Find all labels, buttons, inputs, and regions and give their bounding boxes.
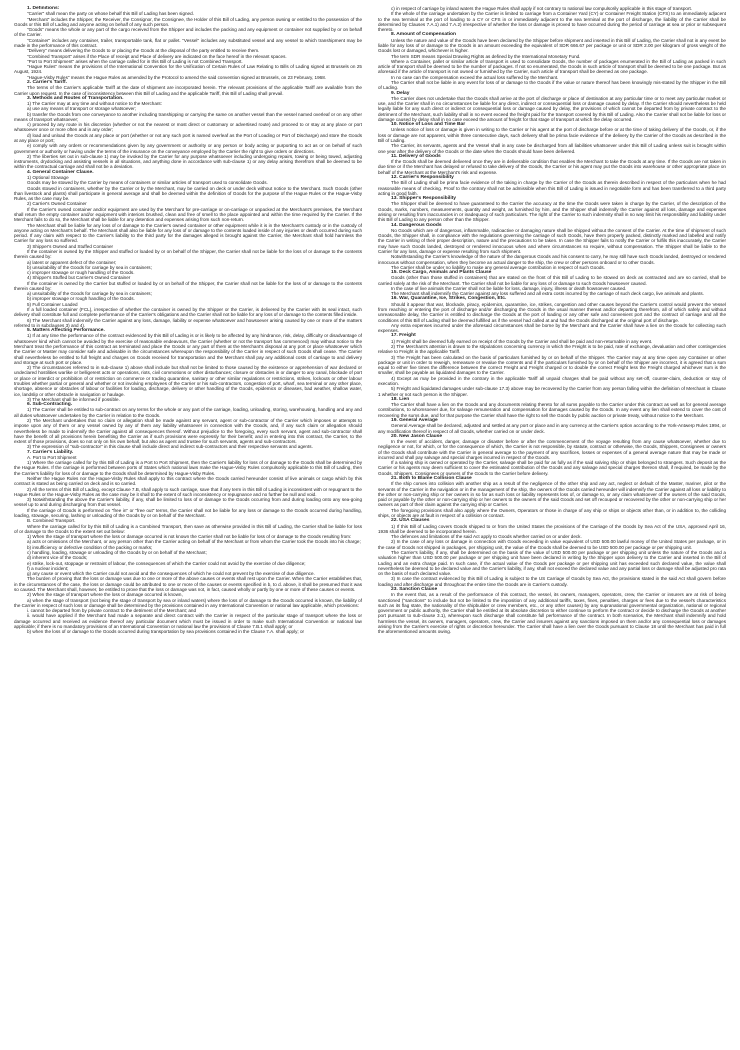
clause-paragraph: 2) The circumstances referred to in sub-clause 1) above shall include but shall not be limited to those caused by the existence or apprehension of war declared or undeclared hostilities warlike or belligerent acts or operations, riots, civil commotions or other disturbances; closure or obstacles in or danger to any canal, blockade of port or place or interdict or prohibition of or restriction on commerce or trading quarantine, sanitary or other similar regulations or restrictions, strikes, lockouts or other labour troubles whether partial or general and whether or not involving employees of the Carrier or his sub-contractors, congestion of port, wharf, sea terminal or any other place, shortage, absence or obstacles of labour or facilities for loading, discharge, delivery or other handling of the Goods, epidemics or diseases, bad weather, shallow water, ice, landslip or other obstacle in navigation or haulage.: [14, 365, 362, 397]
clause-paragraph: "Goods" means the whole or any part of the cargo received from the Shipper and includes the packing and any equipment or container not supplied by or on behalf of the Carrier.: [14, 27, 362, 38]
clause-heading: 10. Notice of Loss and Time Bar: [391, 122, 466, 128]
clause-paragraph: The Carrier shall be under no liability to make any general average contribution in respect of such Goods.: [391, 264, 605, 270]
clause-paragraph: 1) When the stage of transport where the loss or damage occurred is not known the Carrier shall not be liable for loss of or damage to the Goods resulting from:: [27, 534, 352, 540]
clause-paragraph: "Merchant" includes the Shipper, the Receiver, the Consignor, the Consignee, the Holder of this Bill of Lading, any person owning or entitled to the possession of the Goods or this Bill of Lading and anyone acting on behalf of any such person.: [14, 16, 362, 27]
clause-heading: 5. Matters Affecting Performance.: [27, 328, 105, 334]
clause-paragraph: g) any cause or event which the Carrier could not avoid and the consequences of which he could not prevent by the exercise of due diligence.: [27, 571, 315, 577]
clause-paragraph: If a salving ship is owned or operated by the Carrier, salvage shall be paid for as fully as if the said salving ship or ships belonged to strangers. Such deposit as the Carrier or his agents may deem sufficient to cover the estimated contribution of the Goods and any salvage and special charges thereon shall, if required, be made by the Goods, Shippers, Consignees or owners of the Goods to the Carrier before delivery.: [378, 460, 726, 476]
clause-paragraph: If a full loaded container (FCL), irrespective of whether the container is owned by the Shipper or the Carrier, is delivered by the Carrier with its seal intact, such delivery shall constitute full and complete performance of the Carrier's obligations and the Carrier shall not be liable for any loss of or damage to the contents filled inside.: [14, 307, 362, 318]
clause-paragraph: If the carriage of Goods is performed on "free in" or "free out" terms, the Carrier shall not be liable for any loss or damage to the Goods occurred during handling, loading, stowage, securing, lashing or unloading of the Goods by or on behalf of the Merchant.: [14, 507, 362, 518]
clause-paragraph: A. Port to Port Shipment: [27, 454, 77, 460]
clause-paragraph: b) when the loss of or damage to the Goods occurred during transportation by sea provisions contained in the Clause 7.A. shall apply; or: [27, 629, 305, 635]
clause-paragraph: 2) In the case of any loss or damage in connection with Goods exceeding in value equivalent of USD 500.00 lawful money of the United States per package, or in the case of Goods not shipped in packages, per shipping unit, the value of the Goods shall be deemed to be USD 500.00 per package or per shipping unit.: [378, 539, 726, 550]
clause-paragraph: 3) Notwithstanding the above the Carrier's liability, if any, shall be limited to loss of or damage to the Goods occurring from and during loading onto any sea-going vessel up to and during discharging from that vessel.: [14, 497, 362, 508]
clause-paragraph: a) acts or omissions of the Merchant, or any person other than the Carrier acting on behalf of the Merchant or from whom the Carrier took the Goods into his charge;: [27, 539, 361, 545]
clause-paragraph: The Shipper shall be deemed to have guaranteed to the Carrier the accuracy at the time the Goods were taken in charge by the Carrier, of the description of the Goods, marks, numbers, measurements, quantity and weight, as furnished by him, and the Shipper shall indemnify the Carrier against all loss, damage and expenses arising or resulting from inaccuracies in or inadequacy of such particulars. The right of the Carrier to such indemnity shall in no way limit his responsibility and liability under this Bill of Lading to any person other than the Shipper.: [378, 201, 726, 223]
clause-paragraph: "Combined Transport" arises if the Place of receipt and Place of delivery are indicated on the face hereof in the relevant spaces.: [27, 53, 287, 59]
clause-paragraph: "Delivery" means delivering the Goods to or placing the Goods at the disposal of the party entitled to receive them.: [27, 48, 260, 54]
clause-heading: 17. Freight: [391, 333, 416, 339]
clause-paragraph: 4) Except as may be provided in the contrary in the applicable Tariff all unpaid charges shall be paid without any set-off, counter-claim, deduction or stay of execution.: [378, 375, 726, 386]
clause-heading: 4. General Container Clause.: [27, 169, 94, 175]
clause-paragraph: Unless notice of loss or damage is given in writing to the Carrier or his agent at the port of discharge before or at the time of taking delivery of the Goods, or, if the loss or damage are not apparent, within three consecutive days, such delivery shall be prima facie evidence of the delivery by the Carrier of the Goods as described in the Bill of Lading.: [378, 127, 726, 144]
clause-heading: 21. Both to Blame Collision Clause: [391, 476, 472, 482]
clause-paragraph: The Merchant shall indemnify the Carrier against any loss suffered and all extra costs incurred by the carriage of such deck cargo, live animals and plants.: [391, 291, 704, 297]
clause-paragraph: "Hague-Visby Rules" means the Hague Rules as amended by the Protocol to amend the said convention signed at Brussels, on 23 February, 1968.: [27, 74, 327, 80]
clause-paragraph: In the case of live animals the Carrier shall not be liable for loss, damage, injury, illness or death howsoever caused.: [391, 285, 627, 291]
clause-heading: 14. Dangerous Goods: [391, 222, 442, 228]
clause-heading: 8. Amount of Compensation: [391, 32, 457, 38]
clause-paragraph: 1) If this Bill of Lading covers Goods shipped to or from the United States the provisions of the Carriage of the Goods by Sea Act of the USA, approved April 16, 1936 shall be deemed to be incorporated herein.: [378, 523, 726, 534]
clause-paragraph: "Container" includes any container, trailer, transportable tank, flat or pallet. "Vessel" includes any substituted vessel and any vessel to which transhipment may be made in the performance of this contract.: [14, 37, 362, 48]
clause-paragraph: ii. would have applied if the Merchant had made a separate and direct contract with the Carrier in respect of the particular stage of transport where the loss or damage occurred and received as evidence thereof any particular document which must be issued in order to make such International Convention or national law applicable; if there is no mandatory provisions of an International Convention or national law the provisions of Clause 7.B.1 shall apply; or: [14, 613, 362, 629]
clause-paragraph: b) unsuitability of the Goods for carriage by sea in containers;: [27, 264, 152, 270]
clause-paragraph: The defences and limitations of the said Act apply to Goods whether carried on or under deck.: [391, 534, 582, 540]
left-column: [14, 6, 362, 1044]
two-column-layout: [14, 6, 726, 1044]
clause-heading: 6. Sub-Contracting.: [27, 402, 73, 408]
right-column: [378, 6, 726, 1044]
clause-paragraph: The term SDR means Special Drawing Rights as defined by the International Monetary Fund.: [391, 53, 581, 59]
clause-paragraph: c) in respect of carriage by inland waters the Hague Rules shall apply if not contrary to national law compulsorily applicable in this stage of transport.: [391, 6, 693, 11]
clause-paragraph: The terms of the Carrier's applicable Tariff at the date of shipment are incorporated herein. The relevant provisions of the applicable Tariff are available from the Carrier upon request. In the case of inconsistency between this Bill of Lading and the applicable Tariff, this Bill of Lading shall prevail.: [14, 85, 362, 96]
clause-paragraph: d) inherent vice of the Goods;: [27, 555, 88, 561]
clause-paragraph: Goods (other than those stuffed in containers) that are stated on the front of this Bill of Lading to be stowed on deck as contracted and are so carried, shall be carried solely at the risk of the Merchant. The Carrier shall not be liable for any loss of or damage to such Goods howsoever caused.: [378, 275, 726, 286]
clause-heading: 9. Delay: [391, 90, 410, 96]
clause-paragraph: If the Carrier's owned container and/or equipment are used by the Merchant for pre-carriage or on-carriage or unpacked at the Merchant's premises, the Merchant shall return the empty container and/or equipment with interiors brushed, clean and free of smell to the place appointed and within the time required by the Carrier. If the Merchant fails to do so, the Merchant shall be liable for any detention and expenses arising from such non-return.: [14, 206, 362, 223]
clause-paragraph: 4) Shipper's Stuffed but Carrier's Owned Container: [27, 275, 131, 281]
clause-paragraph: 1) The Carrier may at any time and without notice to the Merchant:: [27, 101, 162, 107]
clause-paragraph: b) transfer the Goods from one conveyance to another including transhipping or carrying the same on another vessel than the vessel named overleaf or on any other means of transport whatsoever;: [14, 111, 362, 122]
clause-heading: 22. USA Clauses: [391, 518, 430, 524]
clause-paragraph: The Carrier does not undertake that the Goods shall arrive at the port of discharge or place of destination at any particular time or to meet any particular market or use, and the Carrier shall in no circumstances be liable for any direct, indirect or consequential loss or damage caused by delay. If the Carrier should nevertheless be held legally liable for any such direct or indirect or consequential loss or damage caused by delay, the provisions of which cannot be departed from by private contract to the detriment of the Merchant, such liability shall in no event exceed the freight paid for the transport covered by this Bill of Lading. Also the Carrier shall not be liable for loss or damage caused by delay shall in no case exceed the amount of freight for that stage of transport at which the delay occurred.: [378, 95, 726, 122]
clause-paragraph: c) improper stowage or rough handling of the Goods.: [27, 270, 135, 276]
clause-paragraph: 1) Optional Stowage: [27, 175, 69, 180]
clause-paragraph: The Merchant shall be liable for any loss of or damage to the Carrier's owned container or other equipment while it is in the Merchant's custody or in the custody of anyone acting on Merchant's behalf. The Merchant shall also be liable for any loss of or damage to the contents loaded inside of any injuries or death occurred during such period. If any claim with respect to the Carrier's liability to the third party for the damages alleged is brought against the Carrier, the Merchant shall hold harmless the Carrier for any loss so suffered.: [14, 222, 362, 244]
clause-paragraph: 3) The Freight has been calculated on the basis of particulars furnished by or on behalf of the Shipper. The Carrier may at any time open any Container or other package or unit in order to reweigh, remeasure or revalue the contents and if the particulars furnished by or on behalf of the Shipper are incorrect, it is agreed that a sum equal to either five times the difference between the correct Freight and Freight charged or to double the correct Freight less the Freight charged whichever sum is the smaller, shall be payable as liquidated damages to the Carrier.: [378, 354, 726, 376]
clause-paragraph: 2) When the stage of transport where the loss or damage occurred is known,: [27, 592, 183, 598]
clause-paragraph: 5) Full Container Loaded: [27, 301, 78, 307]
clause-paragraph: 3) The expression of "sub-contractor" in this clause shall include direct and indirect sub-contractors and their respective servants and agents.: [27, 444, 313, 450]
clause-paragraph: Goods may be stowed by the Carrier by means of containers or similar articles of transport used to consolidate Goods.: [27, 180, 268, 186]
clause-paragraph: If the whole of the carriage undertaken by the Carrier is limited to carriage from a Container Yard (CY) or Container Freight Station (CFS) to an immediately adjacent to the sea terminal at the port of loading to a CY or CFS in or immediately adjacent to the sea terminal at the port of discharge, the liability of the Carrier shall be determined by Clauses 7.A.1) and 7.A.2) irrespective of whether the loss or damage is proved to have occurred during the period of carriage at sea or prior or subsequent thereto.: [378, 11, 726, 33]
clause-paragraph: No Goods which are of dangerous, inflammable, radioactive or damaging nature shall be shipped without the consent of the Carrier. At the time of shipment of such Goods, the Shipper shall, in compliance with the regulations governing the carriage of such Goods, have them properly packed, distinctly marked and labelled and notify the Carrier in writing of their proper description, nature and the precautions to be taken. In case the Shipper fails to notify the Carrier or fulfils this inaccurately, the Carrier may have such Goods landed, destroyed or rendered innocuous when and where circumstances so require, without compensation. The Shipper shall be liable to the Carrier for any loss, damage or expense resulting from such shipment.: [378, 227, 726, 254]
clause-paragraph: In the event that, as a result of the performance of this contract, the vessel, its owners, managers, operators, crew, the Carrier or insurers are at risk of being sanctioned ("sanctions" to include but not be limited to the imposition of any additional tariffs, taxes, fines, penalties, charges or fees due to the vessel's characteristics such as its flag state, the nationality of the shipbuilder or crew members, etc., or any other causes) by any supranational governmental organization, national or regional government or public authority, the Carrier shall be entitled at its absolute discretion to either continue to perform the contract or decide to discharge the Goods at another port pursuant to sub-clause 3.1), whereupon such discharge shall constitute full performance of the contract. In both scenarios, the Merchant shall indemnify and hold harmless the vessel, its owners, managers, operators, crew, the Carrier and insurers against any sanctions imposed on them and/or any consequential loss or damages arising from the Carrier's exercise of rights or discretion hereunder. The Carrier shall have a lien over the Goods pursuant to Clause 18 until the Merchant has paid in full the aforementioned amounts owing.: [378, 592, 726, 635]
clause-paragraph: Unless the nature and value of the Goods have been declared by the Shipper before shipment and inserted in this Bill of Lading, the Carrier shall not in any event be liable for any loss of or damage to the Goods in an amount exceeding the equivalent of SDR 666.67 per package or unit or SDR 2.00 per kilogram of gross weight of the Goods lost or damaged, whichever is higher.: [378, 37, 726, 54]
clause-paragraph: Notwithstanding the Carrier's knowledge of the nature of the dangerous Goods and his consent to carry, he may still have such Goods landed, destroyed or rendered innocuous without compensation, when they become an actual danger to the ship, the crew or other persons onboard or to other Goods.: [378, 254, 726, 265]
clause-heading: 15. Deck Cargo, Animals and Plants Clause: [391, 270, 492, 276]
clause-paragraph: 3) Shipper's Owned and Stuffed Container: [27, 243, 114, 249]
clause-paragraph: The Carrier's liability, if any, shall be determined on the basis of the value of USD 500.00 per package or per shipping unit unless the nature of the Goods and a valuation higher than USD 500.00 per package or per shipping unit have been declared in writing by the Shipper upon delivery to the Carrier and inserted in the Bill of Lading and an extra charge paid. In such case, if the actual value of the Goods per package or per shipping unit has exceeded such declared value, the value shall nevertheless be deemed to be declared value and the Carrier's liability, if any, shall not exceed the declared value and any partial loss or damage shall be adjusted pro rata on the basis of such declared value.: [378, 549, 726, 577]
clause-paragraph: 1) Where the carriage called for by this Bill of Lading is a Port to Port Shipment, then the Carrier's liability for loss of or damage to the Goods shall be determined by the Hague Rules. If the carriage is performed between ports of States which national laws make the Hague-Visby Rules compulsorily applicable to this Bill of Lading, then the Carrier's liability for loss of or damage to the Goods shall be determined by Hague-Visby Rules.: [14, 460, 362, 476]
clause-heading: 13. Shipper's Responsibility: [391, 196, 457, 202]
clause-paragraph: "Carrier" shall mean the party on whose behalf this Bill of Lading has been signed.: [27, 11, 194, 17]
clause-paragraph: 2) Carrier's Owned Container: [27, 201, 87, 207]
clause-paragraph: The Bill of Lading shall be prima facie evidence of the taking in charge by the Carrier of the Goods as therein described in respect of the particulars when he had reasonable means of checking. Proof to the contrary shall not be admissible when this Bill of Lading is issued in negotiable form and has been transferred to a third party acting in good faith.: [378, 180, 726, 196]
clause-heading: 12. Carrier's Responsibility: [391, 175, 454, 180]
clause-paragraph: Goods stowed in containers, whether by the Carrier or by the Merchant, may be carried on deck or under deck without notice to the Merchant. Such Goods (other than livestock and plants) shall participate in general average and shall be deemed within the definition of Goods for the purpose of the Hague Rules or the Hague-Visby Rules, as the case may be.: [14, 185, 362, 202]
clause-paragraph: b) improper stowage or rough handling of the Goods.: [27, 296, 135, 302]
clause-heading: 1. Definitions:: [27, 6, 60, 11]
clause-paragraph: If the Goods shall be deemed delivered once they are in deliverable condition that enables the Merchant to take the Goods at any time. If the Goods are not taken in due time or if the Merchant has delayed or refused to take delivery of the Goods, the Carrier or his agent may put the Goods into warehouse or other appropriate place on behalf of the Merchant at the Merchant's risk and expense.: [378, 159, 726, 175]
clause-paragraph: e) strike, lock-out, stoppage or restraint of labour, the consequences of which the Carrier could not avoid by the exercise of due diligence;: [27, 560, 306, 566]
clause-paragraph: Where the carriage called for by this Bill of Lading is a Combined Transport, then save as otherwise provided in this Bill of Lading, the Carrier shall be liable for loss of or damage to the Goods to the extent set out below:: [14, 523, 362, 534]
clause-paragraph: General Average shall be declared, adjusted and settled at any port or place and in any currency at the Carrier's option according to the York-Antwerp Rules 1994, or any modification thereof in respect of all Goods, whether carried on or under deck.: [378, 423, 726, 434]
clause-heading: 7. Carrier's Liability.: [27, 449, 74, 455]
clause-paragraph: B. Combined Transport.: [27, 518, 76, 524]
clause-heading: 23. Sanction Clause: [391, 586, 438, 592]
clause-heading: 2. Carrier's Tariff.: [27, 79, 67, 85]
clause-paragraph: 5) Freight and liquidated damages under sub-clause 17.3) above may be recovered by the Carrier from any person falling within the definition of Merchant in Clause 1 whether or not such person is the Shipper.: [378, 386, 726, 397]
clause-heading: 3. Methods and Routes of Transportation.: [27, 95, 124, 101]
clause-paragraph: a) when the stage of transport (not being the stage of transport by sea or inland waters) where the loss of or damage to the Goods occurred is known, the liability of the Carrier in respect of such loss or damage shall be determined by the provisions contained in any International Convention or national law applicable, which provisions:: [14, 597, 362, 608]
clause-paragraph: a) use any means of transport or storage whatsoever;: [27, 106, 137, 112]
clause-paragraph: 2) The Merchant's attention is drawn to the stipulations concerning currency in which the Freight is to be paid, rate of exchange, devaluation and other contingencies relative to Freight in the applicable Tariff.: [378, 344, 726, 355]
clause-heading: 16. War, Quarantine, Ice, Strikes, Congestion, Etc.: [391, 296, 507, 302]
clause-paragraph: a) latent or apparent defect of the container;: [27, 259, 117, 265]
clause-paragraph: The burden of proving that the loss or damage was due to one or more of the above causes or events shall rest upon the Carrier. When the Carrier establishes that, in the circumstances of the case, the loss or damage could be attributed to one or more of the causes or events specified in b, to d. above, it shall be presumed that it was so caused. The Merchant shall, however, be entitled to prove that the loss or damage was not, in fact, caused wholly or partly by one or more of these causes or events.: [14, 576, 362, 592]
clause-heading: 18. Lien: [391, 396, 410, 402]
clause-paragraph: In the event of accident, danger, damage or disaster before or after the commencement of the voyage resulting from any cause whatsoever, whether due to negligence or not, for which, or for the consequence of which, the Carrier is not responsible, by statute, contract or otherwise, the Goods, Shippers, Consignees or owners of the Goods shall contribute with the Carrier in general average to the payment of any sacrifices, losses or expenses of a general average nature that may be made or incurred and shall pay salvage and special charges incurred in respect of the Goods.: [378, 439, 726, 460]
clause-paragraph: 3) The Merchant shall be informed if possible.: [27, 396, 120, 402]
clause-paragraph: Where a Container, pallet or similar article of transport is used to consolidate Goods, the number of packages enumerated in the Bill of Lading as packed in such article of transport shall be deemed to be the number of packages. If not so enumerated, the Goods in such article of transport shall be deemed to be one package. But as aforesaid if the article of transport is not owned or furnished by the Carrier, such article of transport shall be deemed as one package.: [378, 58, 726, 75]
clause-paragraph: 3) In case the contract evidenced by this Bill of Lading is subject to the US Carriage of Goods by Sea Act, the provisions stated in the said Act shall govern before loading and after discharge and throughout the entire time the Goods are in Carrier's custody.: [378, 576, 726, 587]
clause-paragraph: "Port to Port Shipment" arises when the carriage called for in this Bill of Lading is not Combined Transport.: [27, 58, 243, 64]
clause-paragraph: Should it appear that war, blockade, piracy, epidemics, quarantine, ice, strikes, congestion and other causes beyond the Carrier's control would prevent the Vessel from reaching or entering the port of discharge and/or discharging the Goods in the usual manner thereat and/or departing therefrom, all of which safely and without unreasonable delay, the Carrier is entitled to discharge the Goods at the port of loading or any other safe and convenient port and the contract of carriage and all the conditions of this Bill of Lading shall be deemed fulfilled as if the vessel had called at and had the Goods discharged at the original port of discharge.: [378, 301, 726, 323]
clause-paragraph: If the container is owned by the Shipper and stuffed or loaded by or on behalf of the Shipper, the Carrier shall not be liable for the loss of or damage to the contents therein caused by:: [14, 248, 362, 260]
clause-paragraph: d) load and unload the Goods at any place or port (whether or not any such port is named overleaf as the Port of Loading or Port of Discharge) and store the Goods at any place or port;: [14, 132, 362, 144]
clause-paragraph: Neither the Hague Rules nor the Hague-Visby Rules shall apply to this contract where the Goods carried hereunder consist of live animals or cargo which by this contract is stated as being carried on deck and is so carried.: [14, 476, 362, 487]
clause-paragraph: The Carrier shall not be liable in any event for loss of or damage to the Goods if the value or nature thereof has been knowingly mis-stated by the Shipper in the Bill of Lading.: [378, 79, 726, 91]
clause-paragraph: If the ship comes into collision with another ship as a result of the negligence of the other ship and any act, neglect or default of the Master, mariner, pilot or the servants of the Carrier in the navigation or in the management of the ship, the owners of the Goods carried hereunder will indemnify the Carrier against all loss or liability to the other or non-carrying ship or her owners in so far as such loss or liability represents loss of, or damage to, or any claim whatsoever of the owners of the said Goods, paid or payable by the other or non-carrying ship or her owners to the owners of the said Goods and set off recouped or recovered by the other or non-carrying ship or her owners as part of their claim against the carrying ship or Carrier.: [378, 481, 726, 508]
clause-paragraph: b) insufficiency or defective condition of the packing or marks;: [27, 544, 153, 550]
clause-heading: 19. General Average: [391, 417, 438, 423]
clause-paragraph: 2) All the terms of this Bill of Lading, except Clause 7.B, shall apply to such carriage, save that if any term in this Bill of Lading is inconsistent with or repugnant to the Hague Rules or the Hague-Visby Rules as the case may be it shall to the extent of such inconsistency or repugnance and no further be null and void.: [14, 486, 362, 497]
clause-paragraph: 6) The Merchant shall indemnify the Carrier against any loss, damage, liability or expense whatsoever and howsoever arising caused by one or more of the matters referred to in subclauses 3) and 4).: [14, 317, 362, 328]
clause-paragraph: Any extra expenses incurred under the aforesaid circumstances shall be borne by the Merchant and the Carrier shall have a lien on the Goods for collecting such expenses.: [378, 322, 726, 334]
clause-heading: 20. New Jason Clause: [391, 433, 443, 439]
clause-paragraph: 2) The liberties set out in sub-clause 1) may be invoked by the Carrier for any purpose whatsoever including undergoing repairs, towing or being towed, adjusting instruments, drydocking and assisting vessels in all situations, and anything done in accordance with sub-clause 1) or any delay arising therefrom shall be deemed to be within the contractual carriage and shall not be a deviation.: [14, 153, 362, 170]
clause-paragraph: The Carrier shall have a lien on the Goods and any documents relating thereto for all sums payable to the Carrier under this contract as well as for general average contributions, to whomsoever due, for salvage remuneration and compensation for damages caused by the Goods. In any event any lien shall extend to cover the cost of recovering the sums due, and for that purpose the Carrier shall have the right to sell the Goods by public auction or private treaty, without notice to the Merchant.: [378, 402, 726, 418]
clause-paragraph: If the container is owned by the Carrier but stuffed or loaded by or on behalf of the Shipper, the Carrier shall not be liable for the loss of or damage to the contents therein caused by:: [14, 280, 362, 291]
clause-paragraph: c) proceed by any route in his discretion (whether or not the nearest or most direct or customary or advertised route) and proceed to or stay at any place or port whatsoever once or more often and in any order;: [14, 122, 362, 133]
clause-paragraph: e) comply with any orders or recommendations given by any government or authority or any person or body acting or purporting to act as or on behalf of such government or authority or having under the terms of the insurance on the conveyance employed by the Carrier the right to give orders or directions.: [14, 143, 362, 154]
clause-paragraph: 2) The Merchant undertakes that no claim or allegation shall be made against any servant, agent or sub-contractor of the Carrier which imposes or attempts to impose upon any of them or any vessel owned by any of them any liability whatsoever in connection with the Goods, and, if any such claim or allegation should nevertheless be made to indemnify the Carrier against all consequences thereof. Without prejudice to the foregoing, every such servant, agent and sub-contractor shall have the benefit of all provisions herein benefiting the Carrier as if such provisions were expressly for their benefit; and in entering into this contract, the Carrier, to the extent of those provisions, does so not only on his own behalf, but also as agent and trustee for such servants, agents and sub-contractors.: [14, 417, 362, 445]
clause-paragraph: The foregoing provisions shall also apply where the Owners, Operators or those in charge of any ship or ships or objects other than, or in addition to, the colliding ships, or objects are at fault in respect of a collision or contact.: [378, 507, 726, 518]
clause-paragraph: In no case can the compensation exceed the actual loss suffered by the Merchant.: [391, 74, 559, 80]
clause-paragraph: i. cannot be departed from by private contract to the detriment of the Merchant; and: [27, 608, 197, 614]
clause-paragraph: 1) Freight shall be deemed fully earned on receipt of the Goods by the Carrier and shall be paid and non-returnable in any event.: [391, 338, 653, 344]
clause-paragraph: "Hague Rules" means the provisions of the International Convention for the Unification of Certain Rules of Law Relating to Bills of Lading signed at Brussels on 25 August, 1924.: [14, 64, 362, 75]
clause-paragraph: a) unsuitability of the Goods for carriage by sea in containers;: [27, 291, 152, 297]
clause-paragraph: c) handling, loading, stowage or unloading of the Goods by or on behalf of the Merchant;: [27, 549, 207, 555]
clause-paragraph: The Carrier, its servants, agents and the Vessel shall in any case be discharged from all liabilities whatsoever under this Bill of Lading unless suit is brought within one year after the delivery of the Goods or the date when the Goods should have been delivered.: [378, 143, 726, 154]
clause-paragraph: 1) The Carrier shall be entitled to sub-contract on any terms for the whole or any part of the carriage, loading, unloading, storing, warehousing, handling and any and all duties whatsoever undertaken by the Carrier in relation to the Goods.: [14, 407, 362, 418]
clause-paragraph: f) a nuclear incident;: [27, 565, 69, 571]
clause-heading: 11. Delivery of Goods: [391, 153, 441, 159]
clause-paragraph: 1) If at any time the performance of the contract evidenced by this Bill of Lading is or is likely to be affected by any hindrance, risk, delay, difficulty or disadvantage of whatsoever kind which cannot be avoided by the exercise of reasonable endeavours, the Carrier (whether or not the transport has commenced) may without notice to the Merchant treat the performance of this contract as terminated and place the Goods or any part of them at the Merchant's disposal at any port or place whatsoever which the Carrier or Master may consider safe and advisable in the circumstances whereupon the responsibility of the Carrier in respect of such Goods shall cease. The Carrier shall nevertheless be entitled to full freight and charges on Goods received for transportation and the Merchant shall pay any additional costs of carriage to and delivery and storage at such port or place.: [14, 333, 362, 365]
